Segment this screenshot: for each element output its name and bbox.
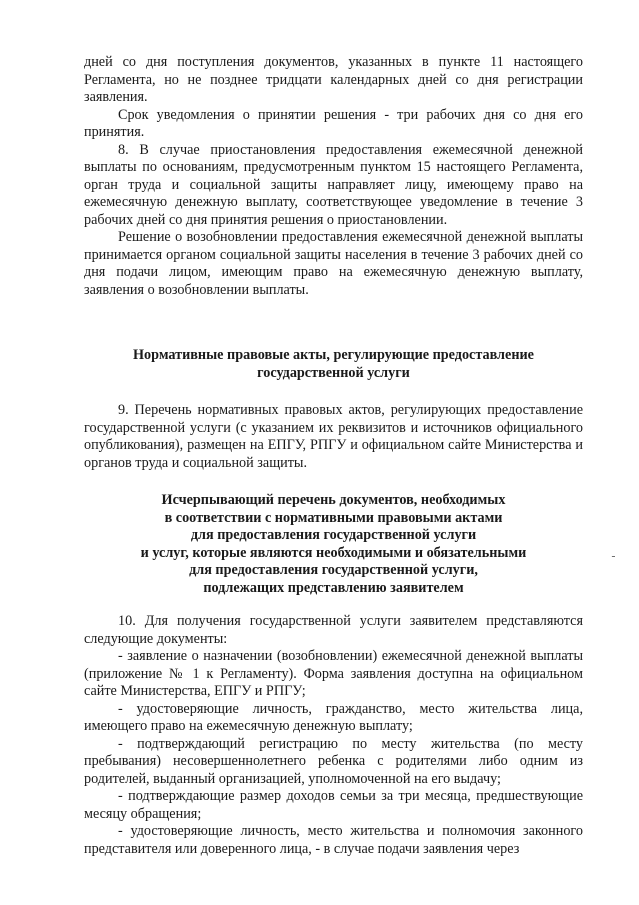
list-item: - подтверждающие размер доходов семьи за три месяца, предшествующие месяцу обращения; <box>84 788 583 822</box>
paragraph-notice-deadline: Срок уведомления о принятии решения - три рабочих дня со дня его принятия. <box>84 106 583 140</box>
heading-line: подлежащих представлению заявителем <box>203 579 464 596</box>
paragraph-resumption: Решение о возобновлении предоставления ежемесячной денежной выплаты принимается органом социальной защиты населения в течение 3 рабочих дней со дня подачи лицом, имеющим право на ежемесячную денежную выплату, заявления о возобновлении выплаты. <box>84 229 583 298</box>
heading-documents-list <box>84 492 583 597</box>
document-body <box>84 54 583 858</box>
heading-line: государственной услуги <box>257 364 410 381</box>
heading-line: в соответствии с нормативными правовыми актами <box>164 509 503 526</box>
heading-line: Исчерпывающий перечень документов, необходимых <box>161 492 506 508</box>
heading-line: для предоставления государственной услуги, <box>189 562 478 578</box>
scan-artifact-mark: ╴ <box>612 552 619 563</box>
paragraph-8: 8. В случае приостановления предоставления ежемесячной денежной выплаты по основаниям, предусмотренным пунктом 15 настоящего Регламента, орган труда и социальной защиты направляет лицу, имеющему право на ежемесячную денежную выплату, соответствующее уведомление в течение 3 рабочих дней со дня принятия решения о приостановлении. <box>84 141 583 228</box>
paragraph-continuation: дней со дня поступления документов, указанных в пункте 11 настоящего Регламента, но не позднее тридцати календарных дней со дня регистрации заявления. <box>84 54 583 105</box>
paragraph-10: 10. Для получения государственной услуги заявителем представляются следующие документы: <box>84 613 583 647</box>
list-item: - заявление о назначении (возобновлении) ежемесячной денежной выплаты (приложение № 1 к Регламенту). Форма заявления доступна на официальном сайте Министерства, ЕПГУ и РПГУ; <box>84 648 583 699</box>
heading-line: Нормативные правовые акты, регулирующие предоставление <box>133 347 534 363</box>
list-item: - удостоверяющие личность, место жительства и полномочия законного представителя или доверенного лица, - в случае подачи заявления через <box>84 823 583 857</box>
paragraph-9: 9. Перечень нормативных правовых актов, регулирующих предоставление государственной услуги (с указанием их реквизитов и источников официального опубликования), размещен на ЕПГУ, РПГУ и официальном сайте Министерства и органов труда и социальной защиты. <box>84 402 583 471</box>
list-item: - удостоверяющие личность, гражданство, место жительства лица, имеющего право на ежемесячную денежную выплату; <box>84 700 583 734</box>
heading-line: и услуг, которые являются необходимыми и обязательными <box>140 544 527 561</box>
list-item: - подтверждающий регистрацию по месту жительства (по месту пребывания) несовершеннолетнего ребенка с родителями либо одним из родителей, выданный организацией, уполномоченной на его выдачу; <box>84 735 583 787</box>
heading-line: для предоставления государственной услуги <box>190 527 477 543</box>
heading-normative-acts <box>84 347 583 382</box>
